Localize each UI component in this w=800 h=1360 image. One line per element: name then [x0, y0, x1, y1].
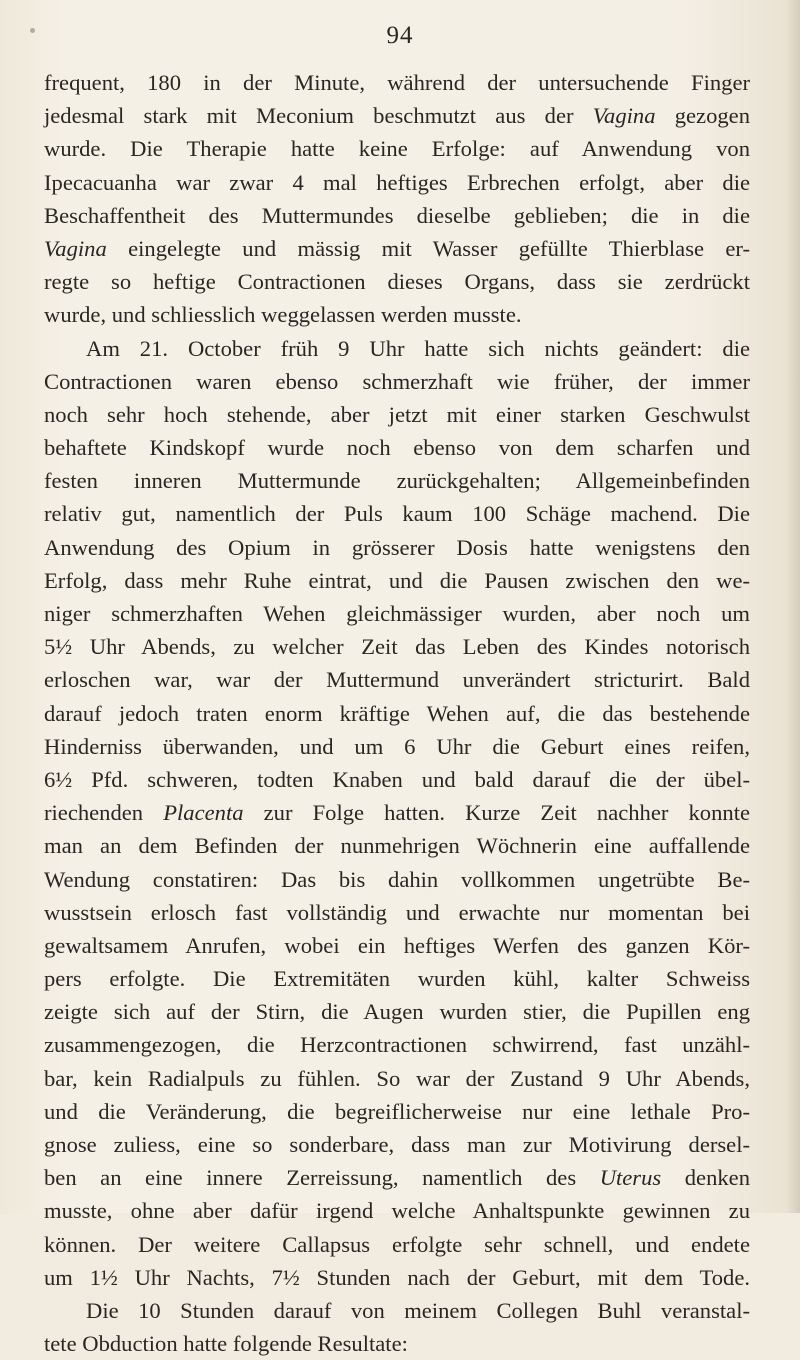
text-line: gnose zuliess, eine so sonderbare, dass man zur Motivirung dersel- [44, 1132, 750, 1157]
text-line: 5½ Uhr Abends, zu welcher Zeit das Leben des Kindes notorisch [44, 634, 750, 660]
text-line: Ipecacuanha war zwar 4 mal heftiges Erbrechen erfolgt, aber die [44, 169, 750, 195]
text-line: Wendung constatiren: Das bis dahin vollkommen ungetrübte Be- [44, 866, 750, 892]
text-line: Beschaffentheit des Muttermundes dieselbe geblieben; die in die [44, 202, 750, 228]
text-line: und die Veränderung, die begreiflicherweise nur eine lethale Pro- [44, 1098, 750, 1124]
text-line: ben an eine innere Zerreissung, namentlich des Uterus denken [44, 1165, 750, 1191]
text-line: riechenden Placenta zur Folge hatten. Kurze Zeit nachher konnte [44, 800, 751, 826]
text-line: Die 10 Stunden darauf von meinem Collegen Buhl veranstal- [86, 1297, 750, 1323]
text-line: regte so heftige Contractionen dieses Organs, dass sie zerdrückt [44, 269, 750, 295]
text-line: zusammengezogen, die Herzcontractionen schwirrend, fast unzähl- [44, 1032, 750, 1058]
text-line: Am 21. October früh 9 Uhr hatte sich nichts geändert: die [86, 335, 750, 361]
text-line: zeigte sich auf der Stirn, die Augen wurden stier, die Pupillen eng [44, 999, 750, 1025]
text-line: Erfolg, dass mehr Ruhe eintrat, und die Pausen zwischen den we- [44, 567, 750, 593]
text-line: jedesmal stark mit Meconium beschmutzt aus der Vagina gezogen [44, 103, 751, 129]
text-line: Anwendung des Opium in grösserer Dosis hatte wenigstens den [44, 534, 750, 560]
page-number: 94 [386, 22, 414, 49]
text-line: gewaltsamem Anrufen, wobei ein heftiges Werfen des ganzen Kör- [44, 932, 750, 958]
text-line: bar, kein Radialpuls zu fühlen. So war der Zustand 9 Uhr Abends, [44, 1065, 750, 1091]
text-line: frequent, 180 in der Minute, während der untersuchende Finger [44, 70, 750, 95]
body-text [44, 66, 750, 1360]
text-line: noch sehr hoch stehende, aber jetzt mit einer starken Geschwulst [44, 401, 750, 427]
text-line: wusstsein erlosch fast vollständig und erwachte nur momentan bei [44, 899, 750, 925]
text-line: um 1½ Uhr Nachts, 7½ Stunden nach der Geburt, mit dem Tode. [44, 1264, 750, 1290]
text-line: man an dem Befinden der nunmehrigen Wöchnerin eine auffallende [44, 833, 750, 859]
text-line: Hinderniss überwanden, und um 6 Uhr die Geburt eines reifen, [44, 733, 750, 759]
text-line: Contractionen waren ebenso schmerzhaft wie früher, der immer [44, 368, 750, 394]
text-line: relativ gut, namentlich der Puls kaum 100 Schäge machend. Die [44, 501, 750, 527]
text-line: 6½ Pfd. schweren, todten Knaben und bald darauf die der übel- [44, 766, 750, 792]
text-line: musste, ohne aber dafür irgend welche Anhaltspunkte gewinnen zu [44, 1198, 750, 1224]
text-line: wurde. Die Therapie hatte keine Erfolge: auf Anwendung von [44, 136, 750, 162]
text-line: pers erfolgte. Die Extremitäten wurden kühl, kalter Schweiss [44, 966, 750, 992]
page-edge-shadow [786, 0, 800, 1213]
text-line: tete Obduction hatte folgende Resultate: [44, 1331, 408, 1357]
text-line: behaftete Kindskopf wurde noch ebenso von dem scharfen und [44, 435, 750, 461]
text-line: festen inneren Muttermunde zurückgehalten; Allgemeinbefinden [44, 468, 750, 494]
text-line: niger schmerzhaften Wehen gleichmässiger wurden, aber noch um [44, 601, 750, 626]
text-line: wurde, und schliesslich weggelassen werden musste. [44, 302, 522, 328]
text-line: Vagina eingelegte und mässig mit Wasser gefüllte Thierblase er- [44, 235, 750, 261]
text-line: können. Der weitere Callapsus erfolgte sehr schnell, und endete [44, 1231, 750, 1257]
text-line: erloschen war, war der Muttermund unverändert stricturirt. Bald [44, 667, 750, 693]
text-line: darauf jedoch traten enorm kräftige Wehen auf, die das bestehende [44, 700, 750, 726]
